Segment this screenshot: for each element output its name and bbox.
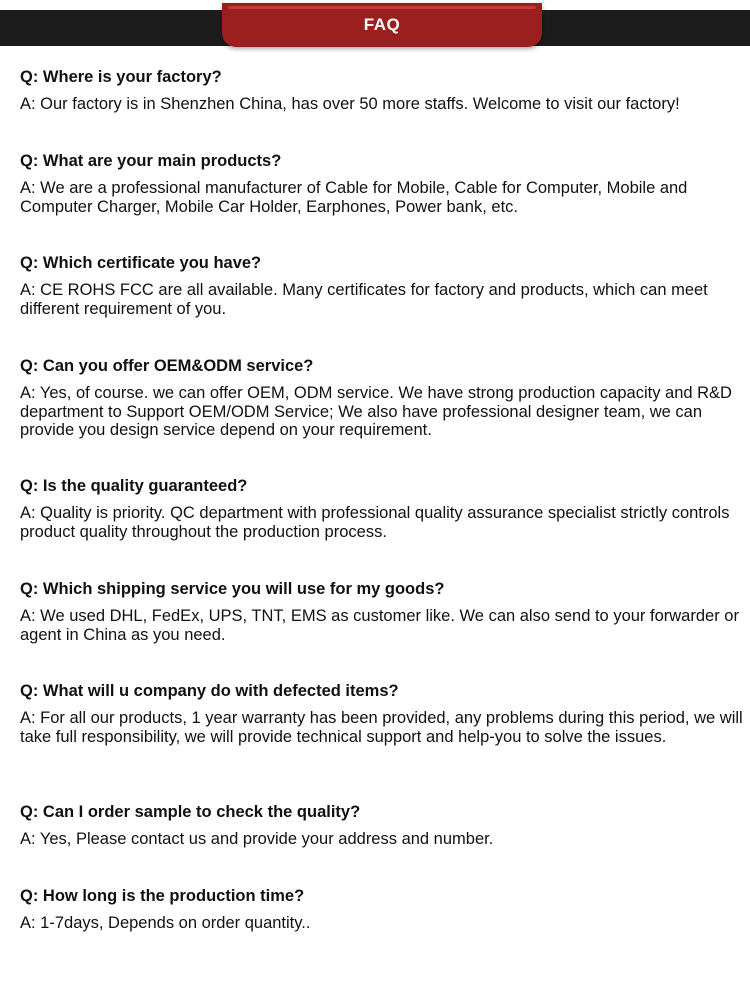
faq-question: Q: What are your main products? [20,152,282,170]
faq-item-production-time [20,886,750,946]
faq-item-defects [20,681,750,802]
faq-item-oem-odm [20,356,750,476]
faq-question: Q: What will u company do with defected items? [20,682,399,700]
faq-item-shipping [20,579,750,681]
faq-item-quality [20,476,750,579]
faq-answer: A: For all our products, 1 year warranty has been provided, any problems during this period, we will take full responsibility, we will provide technical support and help-you to solve the issues. [20,709,743,746]
faq-answer: A: CE ROHS FCC are all available. Many certificates for factory and products, which can meet different requirement of you. [20,281,708,318]
faq-answer: A: Yes, Please contact us and provide your address and number. [20,830,494,848]
faq-answer: A: Our factory is in Shenzhen China, has over 50 more staffs. Welcome to visit our factory! [20,95,680,113]
faq-question: Q: How long is the production time? [20,887,305,905]
faq-item-factory [20,67,750,151]
faq-item-certificate [20,253,750,356]
faq-item-sample [20,802,750,886]
faq-question: Q: Which shipping service you will use for my goods? [20,580,445,598]
faq-question: Q: Where is your factory? [20,68,222,86]
faq-answer: A: We are a professional manufacturer of Cable for Mobile, Cable for Computer, Mobile and Computer Charger, Mobile Car Holder, Earphones, Power bank, etc. [20,179,688,216]
faq-answer: A: 1-7days, Depends on order quantity.. [20,914,311,932]
faq-answer: A: Quality is priority. QC department with professional quality assurance specialist strictly controls product quality throughout the production process. [20,504,730,541]
faq-question: Q: Is the quality guaranteed? [20,477,248,495]
faq-item-products [20,151,750,253]
faq-question: Q: Can I order sample to check the quality? [20,803,361,821]
faq-header-title: FAQ [363,15,401,34]
faq-answer: A: We used DHL, FedEx, UPS, TNT, EMS as customer like. We can also send to your forwarder or agent in China as you need. [20,607,739,644]
faq-answer: A: Yes, of course. we can offer OEM, ODM service. We have strong production capacity and R&D department to Support OEM/ODM Service; We also have professional designer team, we can provide you design service depend on your requirement. [20,384,732,439]
faq-question: Q: Can you offer OEM&ODM service? [20,357,314,375]
faq-list [20,67,750,946]
faq-question: Q: Which certificate you have? [20,254,262,272]
